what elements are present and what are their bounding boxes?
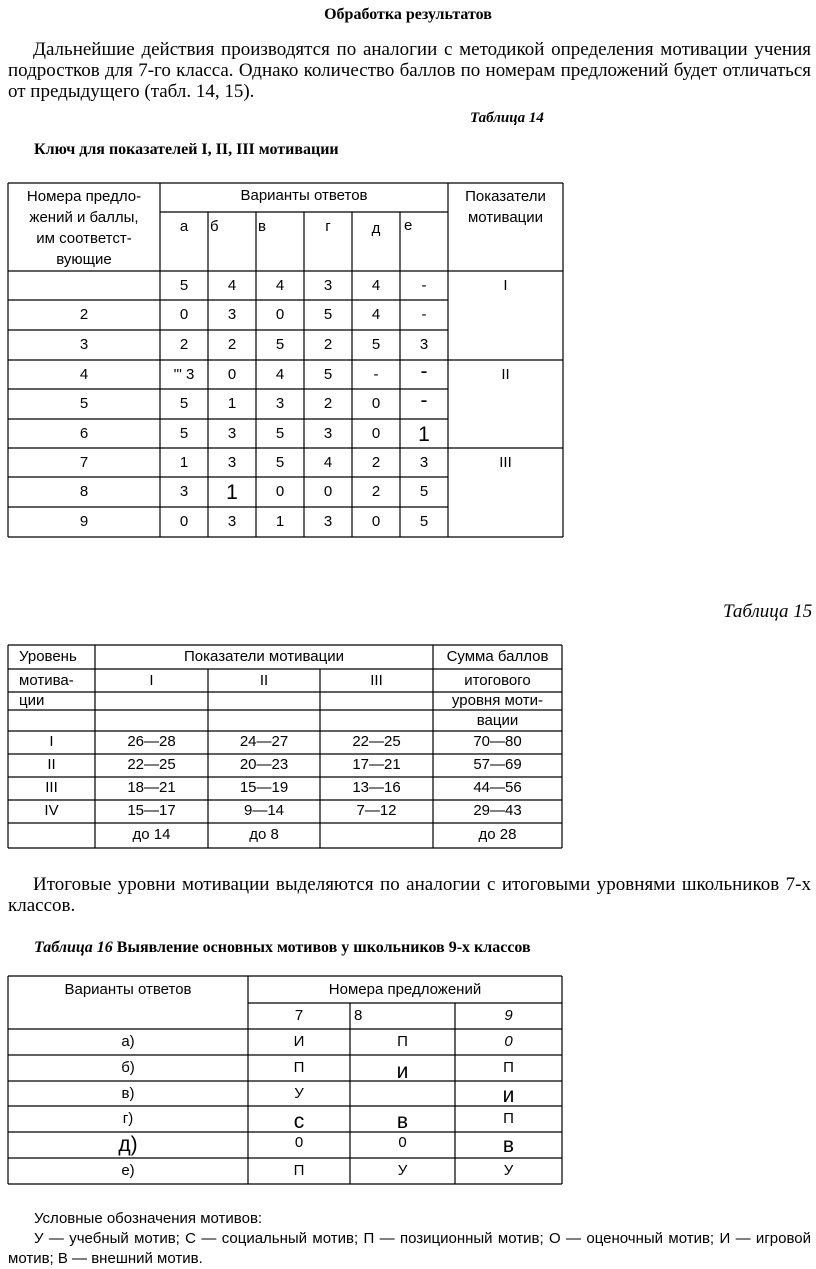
t15-cell: 17—21 [352, 756, 401, 773]
t16-cell: 0 [504, 1033, 513, 1050]
t15-level-header: Уровень [19, 648, 77, 665]
t16-cell: в [502, 1134, 515, 1157]
t14-row-num: 8 [79, 483, 89, 500]
t14-row-num: 5 [79, 395, 89, 412]
t16-cell: И [293, 1033, 305, 1050]
t15-sum-header: Сумма баллов [446, 648, 549, 665]
t16-cell: У [294, 1085, 304, 1102]
t16-cell: с [293, 1110, 305, 1133]
t16-answer: д) [118, 1133, 138, 1156]
t14-indicator: II [501, 366, 510, 383]
t14-letter: е [404, 217, 413, 234]
t16-answer: г) [122, 1110, 134, 1127]
t14-indicator: I [503, 277, 508, 294]
t14-cell: 3 [179, 483, 189, 500]
t16-cell: и [502, 1084, 515, 1107]
table16-title: Выявление основных мотивов у школьников 9-х классов [116, 939, 531, 956]
t16-cell: П [503, 1110, 514, 1127]
t15-cell: 22—25 [127, 756, 176, 773]
t15-sum-header: итогового [464, 672, 531, 689]
t15-sum-header: уровня моти- [451, 692, 544, 709]
table15-label: Таблица 15 [723, 601, 813, 622]
t15-indicator: III [370, 672, 383, 689]
t15-cell: до 28 [478, 826, 517, 843]
t15-group-header: Показатели мотивации [184, 648, 344, 665]
t14-cell: 3 [227, 306, 237, 323]
t14-cell: 5 [371, 336, 381, 353]
t16-cell: У [397, 1162, 408, 1179]
table16-label: Таблица 16 [34, 939, 113, 956]
t14-cell: 2 [371, 483, 381, 500]
t16-cell: и [396, 1060, 409, 1083]
t14-cell: - [373, 366, 379, 383]
t14-row-num: 2 [79, 306, 89, 323]
t14-cell: 4 [227, 277, 237, 294]
t14-cell: 1 [418, 423, 430, 446]
t14-cell: - [420, 389, 428, 412]
t16-answer: б) [121, 1059, 135, 1076]
t14-cell: 4 [371, 306, 381, 323]
t14-cell: 5 [179, 277, 189, 294]
legend-title: Условные обозначения мотивов: [34, 1210, 263, 1227]
t14-header-indicators: Показатели мотивации [465, 188, 546, 226]
t15-cell: 7—12 [356, 802, 397, 819]
t15-cell: 9—14 [243, 802, 285, 819]
t14-cell: 0 [371, 395, 381, 412]
t14-row-num: 3 [79, 336, 89, 353]
t14-cell: 2 [323, 336, 333, 353]
t14-cell: 2 [227, 336, 237, 353]
t14-header-group: Варианты ответов [240, 187, 368, 204]
t15-cell: 29—43 [473, 802, 522, 819]
t15-cell: до 14 [132, 826, 171, 843]
t14-cell: 1 [179, 454, 189, 471]
t14-header-col1: Номера предло- жений и баллы, им соответст- вующие [26, 188, 142, 268]
t15-cell: 57—69 [473, 756, 522, 773]
t15-cell: 44—56 [473, 779, 522, 796]
t16-number: 9 [504, 1007, 513, 1024]
table14-title: Ключ для показателей I, II, III мотивации [34, 141, 339, 158]
t14-row-num: 9 [79, 513, 89, 530]
t14-cell: 3 [419, 336, 429, 353]
t15-level: I [49, 733, 54, 750]
t16-number: 7 [294, 1007, 304, 1024]
t14-cell: 3 [227, 425, 237, 442]
t14-cell: 0 [323, 483, 333, 500]
t15-level: II [47, 756, 56, 773]
t15-cell: до 8 [249, 826, 279, 843]
t14-cell: 4 [323, 454, 333, 471]
t14-cell: 3 [323, 513, 333, 530]
legend-text: У — учебный мотив; С — социальный мотив; П — позиционный мотив; О — оценочный мотив; И — игровой мотив; В — внешний мотив. [8, 1230, 811, 1267]
t14-row-num: 6 [79, 425, 89, 442]
t14-letter: в [258, 218, 266, 235]
t15-cell: 26—28 [127, 733, 176, 750]
t14-row-num: 7 [79, 454, 89, 471]
t14-cell: 5 [179, 425, 189, 442]
page-title: Обработка результатов [324, 6, 492, 23]
t15-cell: 13—16 [352, 779, 401, 796]
t14-cell: 0 [275, 306, 285, 323]
t14-cell: 3 [227, 454, 237, 471]
table14-label: Таблица 14 [470, 110, 544, 126]
t14-cell: 5 [179, 395, 189, 412]
t16-group-header: Номера предложений [328, 981, 482, 998]
t14-cell: 3 [275, 395, 285, 412]
t14-cell: 1 [227, 395, 237, 412]
t14-letter: а [179, 218, 189, 235]
t14-cell: '" 3 [173, 366, 195, 383]
t14-cell: 0 [179, 306, 189, 323]
t15-level: III [45, 779, 58, 796]
t14-letter: д [371, 220, 381, 237]
t14-cell: - [420, 360, 428, 383]
t14-letter: б [210, 218, 219, 235]
t16-cell: в [396, 1110, 409, 1133]
t15-cell: 22—25 [352, 733, 401, 750]
t14-cell: 5 [275, 336, 285, 353]
t14-cell: 0 [371, 425, 381, 442]
t14-cell: 1 [226, 481, 238, 504]
t14-indicator: III [499, 454, 512, 471]
t14-cell: 5 [419, 483, 429, 500]
t16-cell: П [293, 1059, 305, 1076]
t15-cell: 24—27 [239, 733, 289, 750]
t15-cell: 15—17 [127, 802, 176, 819]
t14-cell: 2 [371, 454, 381, 471]
t14-cell: - [421, 277, 427, 294]
t16-cell: П [503, 1059, 514, 1076]
t14-cell: 4 [371, 277, 381, 294]
t15-cell: 20—23 [239, 756, 289, 773]
t15-level: IV [44, 802, 59, 819]
t15-sum-header: вации [476, 712, 519, 729]
t16-answer: в) [121, 1085, 135, 1102]
t14-cell: 2 [323, 395, 333, 412]
t14-cell: 5 [275, 425, 285, 442]
t14-cell: - [421, 306, 427, 323]
t14-cell: 3 [323, 425, 333, 442]
t14-cell: 5 [419, 513, 429, 530]
t14-cell: 0 [227, 366, 237, 383]
t16-cell: 0 [398, 1134, 407, 1151]
t16-answer: а) [121, 1033, 135, 1050]
t16-cell: П [397, 1033, 408, 1050]
t14-cell: 3 [419, 454, 429, 471]
t15-level-header: мотива- [19, 672, 74, 689]
t14-cell: 0 [179, 513, 189, 530]
t15-cell: 15—19 [239, 779, 289, 796]
t16-cell: П [293, 1162, 305, 1179]
t14-row-num: 4 [79, 366, 89, 383]
t14-cell: 5 [275, 454, 285, 471]
intro-paragraph: Дальнейшие действия производятся по аналогии с методикой определения мотивации учения подростков для 7-го класса. Однако количество баллов по номерам предложений будет отличаться от предыдущего (табл. 14, 15). [8, 39, 811, 102]
t15-cell: 18—21 [127, 779, 176, 796]
t14-cell: 3 [323, 277, 333, 294]
t15-cell: 70—80 [473, 733, 522, 750]
t16-number: 8 [354, 1007, 363, 1024]
paragraph-2: Итоговые уровни мотивации выделяются по аналогии с итоговыми уровнями школьников 7-х классов. [8, 874, 811, 916]
t16-cell: 0 [294, 1134, 304, 1151]
t15-level-header: ции [19, 692, 45, 709]
t15-indicator: II [259, 672, 269, 689]
t16-answers-header: Варианты ответов [64, 981, 192, 998]
t14-cell: 4 [275, 366, 285, 383]
t14-cell: 5 [323, 366, 333, 383]
t15-indicator: I [149, 672, 154, 689]
t14-cell: 0 [275, 483, 285, 500]
t14-cell: 3 [227, 513, 237, 530]
t16-cell: У [503, 1162, 514, 1179]
t14-cell: 4 [275, 277, 285, 294]
t16-answer: е) [121, 1162, 135, 1179]
t14-cell: 0 [371, 513, 381, 530]
t14-letter: г [325, 218, 331, 235]
t14-cell: 5 [323, 306, 333, 323]
t14-cell: 1 [275, 513, 285, 530]
t14-cell: 2 [179, 336, 189, 353]
